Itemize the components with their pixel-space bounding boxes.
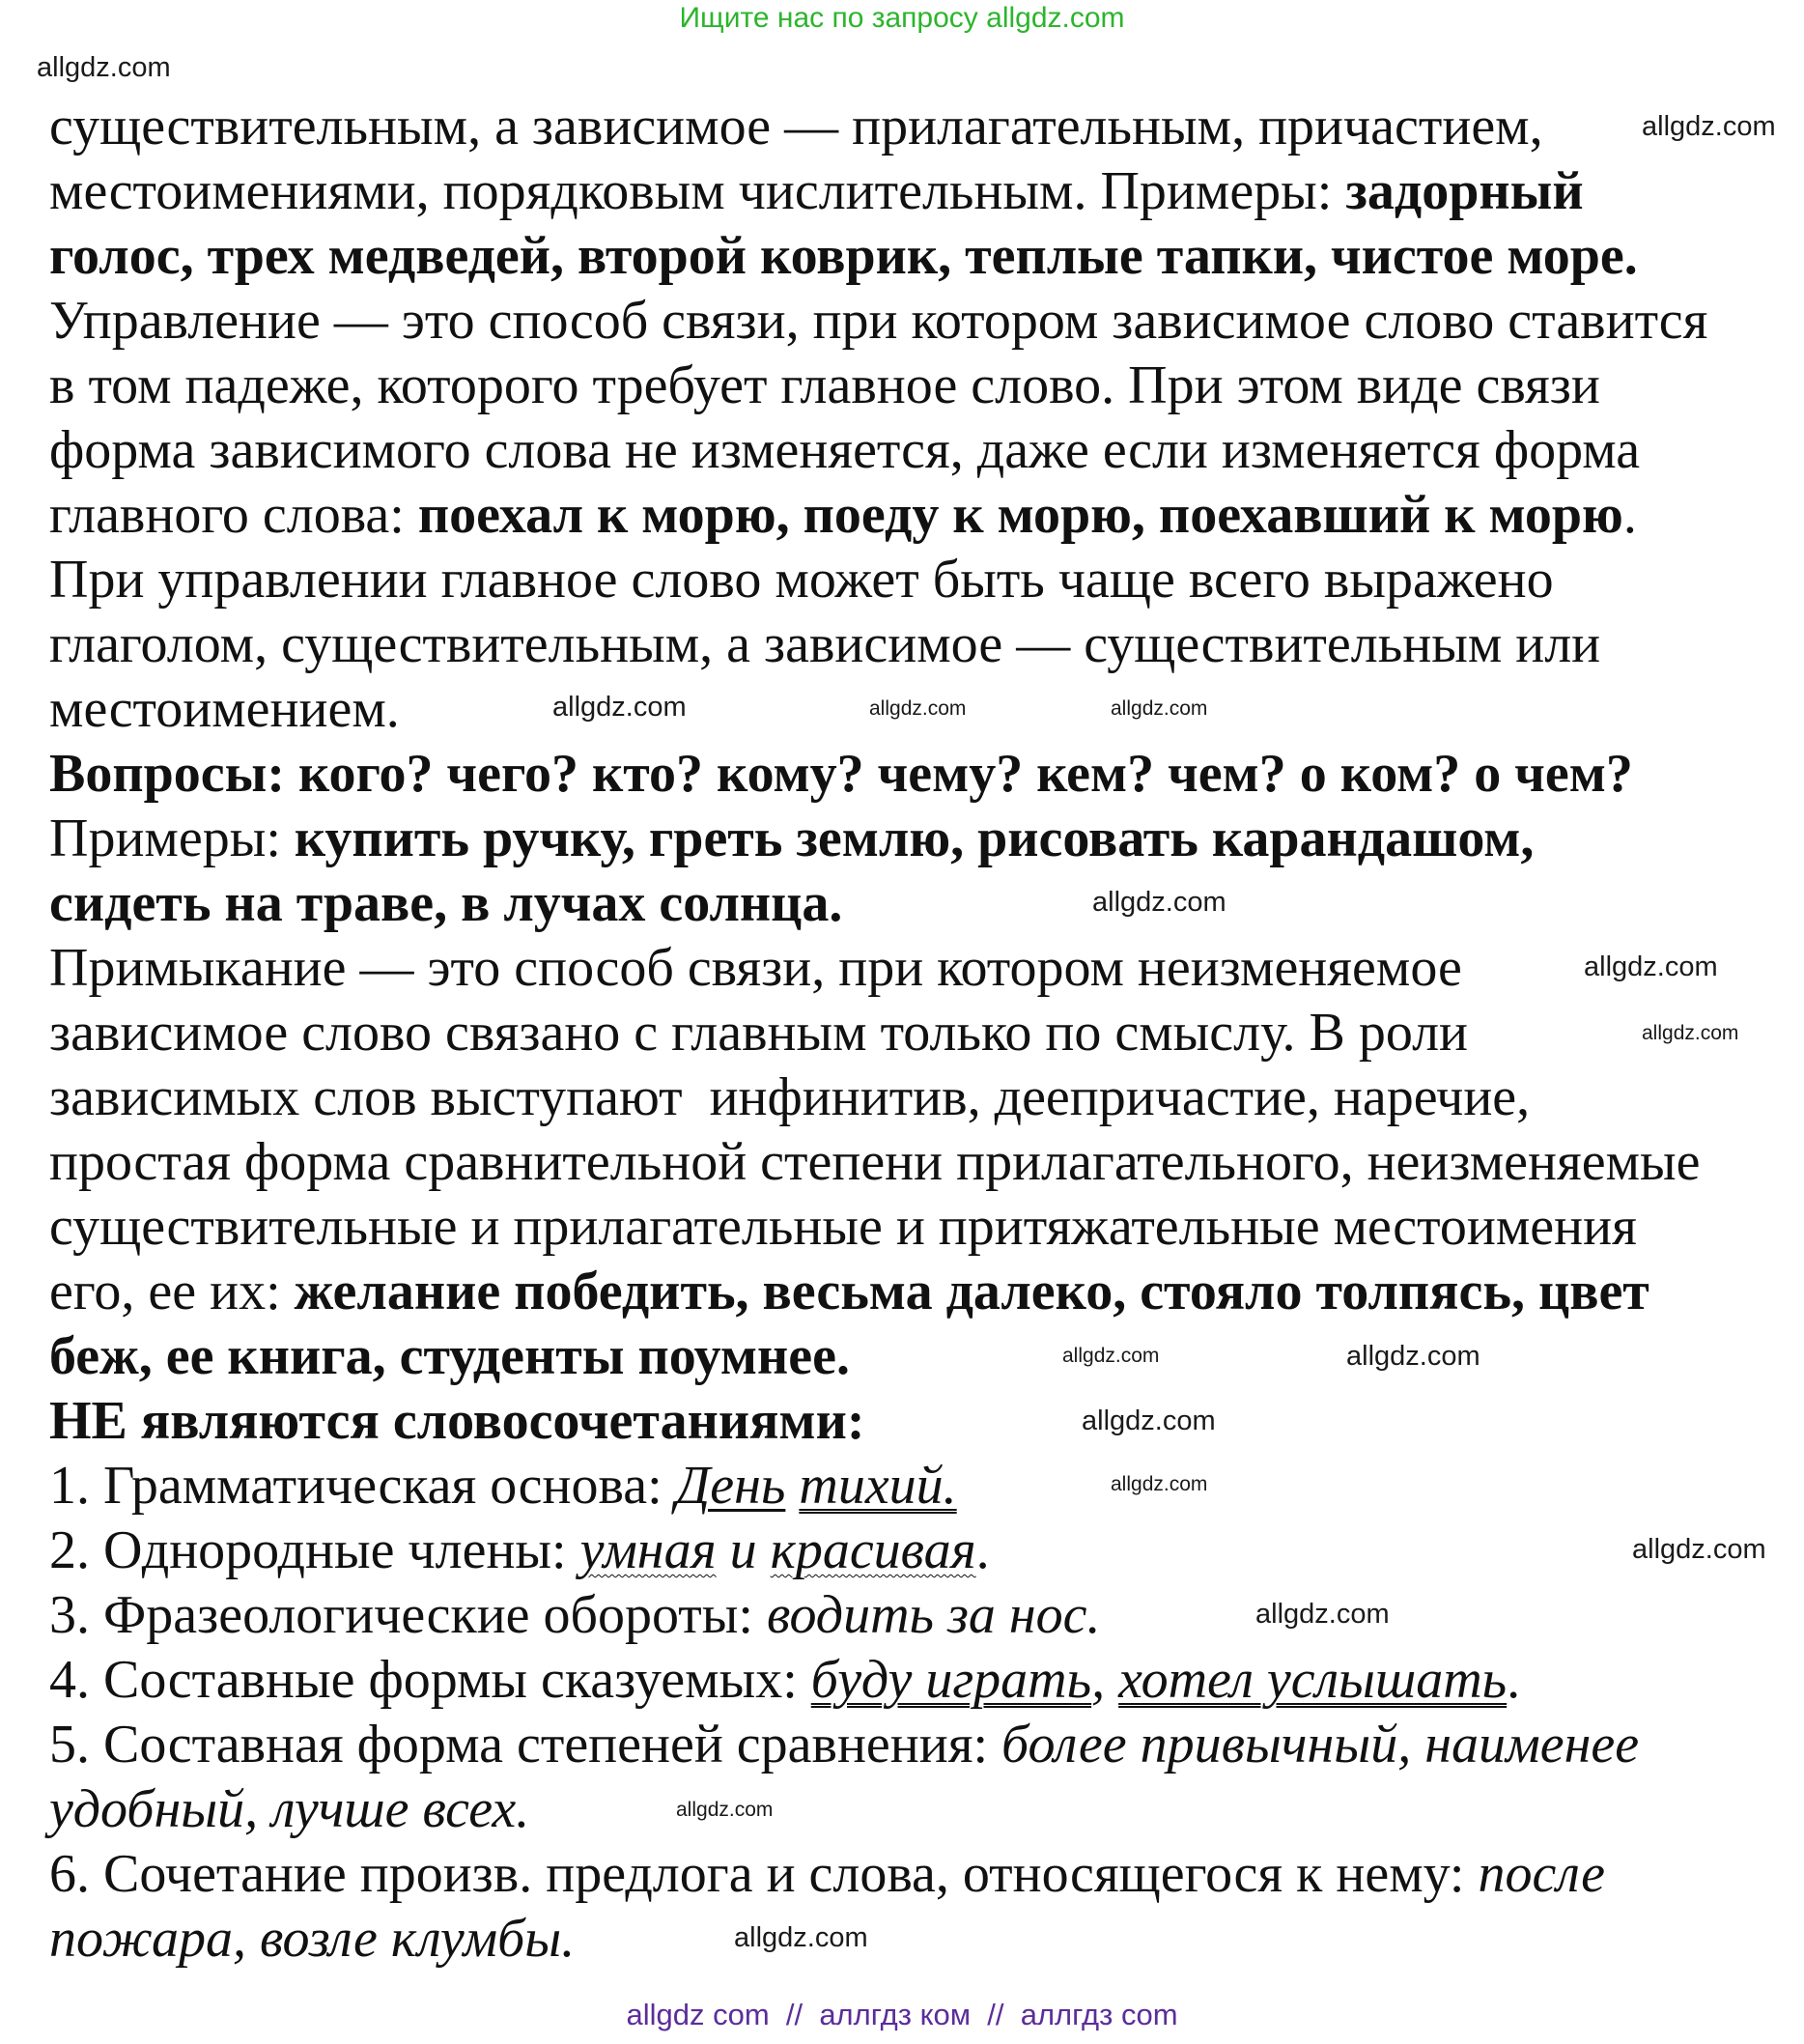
bold-example-text: НЕ являются словосочетаниями: [49, 1391, 865, 1451]
text-segment: . [1622, 485, 1637, 545]
text-segment: глаголом, существительным, а зависимое — существительным или [49, 614, 1601, 674]
text-line [49, 548, 1554, 612]
text-segment: Управление — это способ связи, при котором зависимое слово ставится [49, 291, 1708, 351]
text-segment: в том падеже, которого требует главное слово. При этом виде связи [49, 355, 1600, 415]
text-line [49, 418, 1640, 483]
text-line [49, 95, 1543, 159]
text-line [49, 1195, 1637, 1260]
text-line [49, 1260, 1649, 1324]
text-line [49, 1389, 864, 1454]
text-segment: . [975, 1520, 990, 1580]
text-segment: местоимениями, порядковым числительным. Примеры: [49, 161, 1346, 221]
watermark: allgdz.com [37, 52, 171, 83]
italic-example-text: умная [579, 1520, 717, 1580]
text-line [49, 1713, 1639, 1777]
text-segment: 2. Однородные члены: [49, 1520, 580, 1580]
bold-example-text: желание победить, весьма далеко, стояло толпясь, цвет [294, 1262, 1649, 1321]
text-line [49, 1648, 1520, 1713]
text-segment: . [1507, 1650, 1521, 1710]
italic-example-text: красивая [770, 1520, 976, 1580]
text-segment: существительные и прилагательные и притяжательные местоимения [49, 1197, 1637, 1257]
watermark: allgdz.com [1062, 1345, 1160, 1367]
text-segment: форма зависимого слова не изменяется, даже если изменяется форма [49, 420, 1641, 480]
text-line [49, 1454, 957, 1519]
italic-example-text: более привычный, наименее [1001, 1715, 1640, 1774]
watermark: allgdz.com [1584, 951, 1718, 982]
text-line [49, 742, 1633, 807]
text-line [49, 1583, 1101, 1648]
text-segment: местоимением. [49, 679, 400, 739]
watermark: allgdz.com [1111, 697, 1208, 720]
watermark: allgdz.com [1642, 1022, 1739, 1044]
watermark: allgdz.com [734, 1922, 868, 1953]
bold-example-text: голос, трех медведей, второй коврик, теплые тапки, чистое море. [49, 226, 1638, 286]
text-segment: Примеры: [49, 809, 295, 868]
bold-example-text: сидеть на траве, в лучах солнца. [49, 873, 843, 933]
site-footer-banner: allgdz com // аллгдз ком // аллгдз com [626, 1998, 1178, 2031]
italic-example-text: , [1091, 1650, 1119, 1710]
italic-example-text: водить за нос. [766, 1585, 1101, 1645]
bold-example-text: поехал к морю, поеду к морю, поехавший к морю [417, 485, 1623, 545]
bold-example-text: задорный [1345, 161, 1584, 221]
text-line [49, 159, 1584, 224]
italic-example-text: удобный, лучше всех. [49, 1779, 530, 1839]
text-segment: 1. Грамматическая основа: [49, 1456, 676, 1516]
watermark: allgdz.com [869, 697, 967, 720]
text-line [49, 1907, 575, 1972]
site-header-banner: Ищите нас по запросу allgdz.com [679, 2, 1125, 34]
text-segment: его, ее их: [49, 1262, 295, 1321]
text-segment: 4. Составные формы сказуемых: [49, 1650, 811, 1710]
text-segment: Примыкание — это способ связи, при котором неизменяемое [49, 938, 1462, 998]
text-line [49, 289, 1707, 354]
italic-example-text: пожара, возле клумбы. [49, 1909, 576, 1969]
text-line [49, 1065, 1530, 1130]
text-segment: существительным, а зависимое — прилагательным, причастием, [49, 97, 1543, 156]
italic-example-text: День [675, 1456, 786, 1516]
text-segment: простая форма сравнительной степени прилагательного, неизменяемые [49, 1132, 1701, 1192]
text-line [49, 612, 1600, 677]
watermark: allgdz.com [1642, 111, 1776, 142]
watermark: allgdz.com [1255, 1599, 1390, 1630]
watermark: allgdz.com [1092, 887, 1226, 918]
bold-example-text: Вопросы: кого? чего? кто? кому? чему? кем? чем? о ком? о чем? [49, 744, 1633, 804]
text-segment [785, 1456, 799, 1516]
text-line [49, 1001, 1468, 1065]
document-body [49, 95, 1707, 1972]
italic-example-text: хотел услышать [1118, 1650, 1508, 1710]
watermark: allgdz.com [1082, 1405, 1216, 1436]
text-line [49, 224, 1638, 289]
text-segment: главного слова: [49, 485, 418, 545]
text-segment: зависимых слов выступают инфинитив, деепричастие, наречие, [49, 1067, 1531, 1127]
text-line [49, 1519, 990, 1583]
text-line [49, 1130, 1701, 1195]
italic-example-text: после [1478, 1844, 1605, 1904]
text-line [49, 1842, 1605, 1907]
text-segment: 3. Фразеологические обороты: [49, 1585, 767, 1645]
text-line [49, 354, 1600, 418]
watermark: allgdz.com [1111, 1473, 1208, 1495]
watermark: allgdz.com [676, 1799, 774, 1821]
text-line [49, 1324, 850, 1389]
italic-example-text: тихий. [799, 1456, 957, 1516]
text-line [49, 483, 1637, 548]
text-line [49, 936, 1462, 1001]
text-segment: 6. Сочетание произв. предлога и слова, относящегося к нему: [49, 1844, 1479, 1904]
watermark: allgdz.com [1632, 1534, 1766, 1565]
text-line [49, 807, 1534, 871]
italic-example-text: и [716, 1520, 771, 1580]
text-line [49, 677, 400, 742]
watermark: allgdz.com [1346, 1341, 1480, 1372]
watermark: allgdz.com [552, 692, 687, 723]
text-line [49, 871, 842, 936]
text-segment: При управлении главное слово может быть чаще всего выражено [49, 550, 1554, 610]
text-line [49, 1777, 529, 1842]
bold-example-text: беж, ее книга, студенты поумнее. [49, 1326, 850, 1386]
bold-example-text: купить ручку, греть землю, рисовать карандашом, [294, 809, 1535, 868]
text-segment: 5. Составная форма степеней сравнения: [49, 1715, 1002, 1774]
text-segment: зависимое слово связано с главным только по смыслу. В роли [49, 1003, 1469, 1063]
italic-example-text: буду играть [810, 1650, 1092, 1710]
